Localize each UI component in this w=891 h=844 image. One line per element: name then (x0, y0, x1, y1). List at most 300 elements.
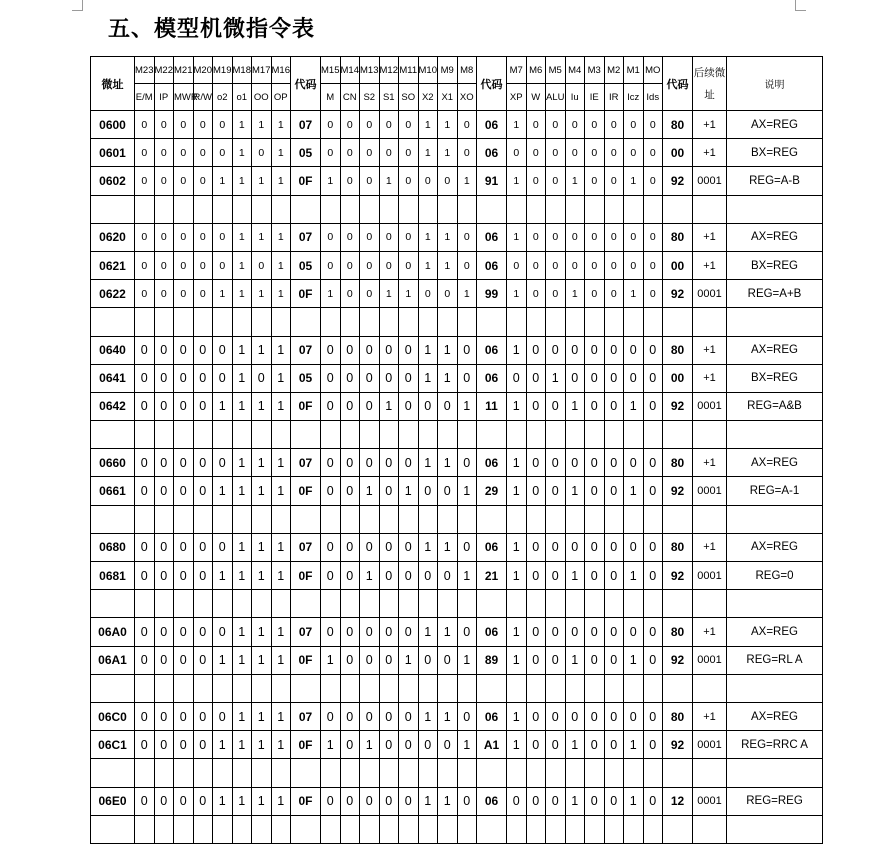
code-cell: 92 (663, 562, 693, 590)
bit-cell: 0 (457, 336, 477, 364)
bit-cell: 0 (360, 280, 380, 308)
code-cell: 80 (663, 618, 693, 646)
bit-cell: 0 (526, 702, 546, 730)
bit-cell: 0 (321, 562, 341, 590)
bit-cell: 1 (418, 139, 438, 167)
bit-cell: 1 (232, 477, 252, 505)
spacer-row (91, 815, 823, 843)
bit-cell: 1 (232, 449, 252, 477)
code-cell: 07 (291, 533, 321, 561)
bit-cell: 0 (321, 223, 341, 251)
bit-cell: 1 (232, 364, 252, 392)
bit-cell: 1 (232, 251, 252, 279)
bit-cell: 0 (193, 477, 213, 505)
bit-cell: 1 (252, 392, 272, 420)
description-cell: AX=REG (727, 533, 823, 561)
bit-cell: 1 (232, 731, 252, 759)
empty-cell (174, 308, 194, 336)
bit-cell: 0 (438, 477, 458, 505)
micro-address-cell: 0620 (91, 223, 135, 251)
bit-cell: 0 (399, 449, 419, 477)
description-cell: AX=REG (727, 111, 823, 139)
bit-cell: 0 (643, 139, 663, 167)
bit-cell: 1 (252, 787, 272, 815)
empty-cell (693, 759, 727, 787)
header-signal: XO (457, 84, 477, 111)
bit-cell: 0 (585, 364, 605, 392)
empty-cell (321, 421, 341, 449)
bit-cell: 0 (321, 111, 341, 139)
code-cell: 29 (477, 477, 507, 505)
bit-cell: 1 (507, 280, 527, 308)
bit-cell: 1 (565, 646, 585, 674)
empty-cell (727, 759, 823, 787)
empty-cell (340, 815, 360, 843)
empty-cell (663, 590, 693, 618)
empty-cell (438, 674, 458, 702)
table-row (91, 111, 823, 139)
bit-cell: 0 (193, 449, 213, 477)
bit-cell: 1 (232, 787, 252, 815)
bit-cell: 1 (232, 702, 252, 730)
code-cell: 05 (291, 251, 321, 279)
empty-cell (438, 590, 458, 618)
bit-cell: 0 (154, 251, 174, 279)
header-signal: X1 (438, 84, 458, 111)
next-address-cell: 0001 (693, 562, 727, 590)
bit-cell: 0 (213, 139, 233, 167)
next-address-cell: +1 (693, 702, 727, 730)
bit-cell: 1 (565, 731, 585, 759)
table-row (91, 787, 823, 815)
empty-cell (135, 590, 155, 618)
bit-cell: 0 (193, 392, 213, 420)
bit-cell: 1 (438, 336, 458, 364)
bit-cell: 0 (526, 167, 546, 195)
empty-cell (477, 421, 507, 449)
micro-address-cell: 0600 (91, 111, 135, 139)
empty-cell (526, 590, 546, 618)
bit-cell: 0 (507, 364, 527, 392)
bit-cell: 1 (321, 731, 341, 759)
header-bit: M18 (232, 57, 252, 84)
empty-cell (174, 759, 194, 787)
description-cell: BX=REG (727, 139, 823, 167)
empty-cell (507, 815, 527, 843)
empty-cell (727, 815, 823, 843)
bit-cell: 0 (546, 336, 566, 364)
bit-cell: 0 (457, 702, 477, 730)
code-cell: 06 (477, 139, 507, 167)
bit-cell: 0 (252, 139, 272, 167)
bit-cell: 0 (379, 533, 399, 561)
bit-cell: 0 (340, 111, 360, 139)
bit-cell: 0 (193, 702, 213, 730)
bit-cell: 0 (526, 477, 546, 505)
empty-cell (477, 759, 507, 787)
empty-cell (360, 195, 380, 223)
bit-cell: 0 (340, 223, 360, 251)
header-signal: S1 (379, 84, 399, 111)
bit-cell: 0 (193, 280, 213, 308)
bit-cell: 0 (457, 449, 477, 477)
empty-cell (418, 815, 438, 843)
bit-cell: 0 (379, 702, 399, 730)
empty-cell (507, 195, 527, 223)
description-cell: REG=REG (727, 787, 823, 815)
bit-cell: 0 (193, 223, 213, 251)
empty-cell (252, 505, 272, 533)
bit-cell: 1 (232, 223, 252, 251)
empty-cell (360, 674, 380, 702)
bit-cell: 0 (643, 251, 663, 279)
empty-cell (546, 815, 566, 843)
header-signal: XP (507, 84, 527, 111)
header-signal: IP (154, 84, 174, 111)
description-cell: REG=RL A (727, 646, 823, 674)
bit-cell: 0 (546, 167, 566, 195)
empty-cell (693, 505, 727, 533)
empty-cell (291, 195, 321, 223)
empty-cell (457, 815, 477, 843)
bit-cell: 1 (507, 392, 527, 420)
bit-cell: 0 (174, 336, 194, 364)
empty-cell (321, 505, 341, 533)
empty-cell (340, 505, 360, 533)
next-address-cell: +1 (693, 618, 727, 646)
bit-cell: 0 (379, 477, 399, 505)
bit-cell: 1 (271, 251, 291, 279)
header-bit: M10 (418, 57, 438, 84)
empty-cell (135, 759, 155, 787)
bit-cell: 0 (643, 533, 663, 561)
bit-cell: 1 (624, 731, 644, 759)
bit-cell: 1 (232, 618, 252, 646)
header-addr: 微址 (91, 57, 135, 111)
bit-cell: 0 (154, 618, 174, 646)
spacer-row (91, 195, 823, 223)
bit-cell: 0 (438, 646, 458, 674)
bit-cell: 0 (174, 364, 194, 392)
bit-cell: 0 (526, 533, 546, 561)
empty-cell (174, 590, 194, 618)
empty-cell (360, 505, 380, 533)
bit-cell: 0 (585, 139, 605, 167)
bit-cell: 1 (252, 223, 272, 251)
bit-cell: 0 (154, 336, 174, 364)
bit-cell: 1 (271, 167, 291, 195)
code-cell: 89 (477, 646, 507, 674)
empty-cell (321, 590, 341, 618)
bit-cell: 1 (271, 618, 291, 646)
header-bit: M14 (340, 57, 360, 84)
empty-cell (438, 505, 458, 533)
bit-cell: 1 (418, 223, 438, 251)
code-cell: A1 (477, 731, 507, 759)
bit-cell: 0 (321, 702, 341, 730)
header-bit: M23 (135, 57, 155, 84)
empty-cell (663, 421, 693, 449)
bit-cell: 0 (418, 646, 438, 674)
empty-cell (271, 308, 291, 336)
description-cell: BX=REG (727, 251, 823, 279)
header-signal: o1 (232, 84, 252, 111)
bit-cell: 0 (379, 562, 399, 590)
bit-cell: 1 (213, 731, 233, 759)
bit-cell: 0 (546, 646, 566, 674)
empty-cell (321, 815, 341, 843)
code-cell: 0F (291, 280, 321, 308)
bit-cell: 1 (379, 167, 399, 195)
bit-cell: 1 (271, 449, 291, 477)
description-cell: AX=REG (727, 618, 823, 646)
table-row (91, 139, 823, 167)
bit-cell: 0 (546, 731, 566, 759)
empty-cell (91, 195, 135, 223)
empty-cell (507, 505, 527, 533)
bit-cell: 1 (232, 139, 252, 167)
table-row (91, 336, 823, 364)
description-cell: BX=REG (727, 364, 823, 392)
empty-cell (457, 590, 477, 618)
header-code: 代码 (663, 57, 693, 111)
bit-cell: 0 (154, 223, 174, 251)
micro-address-cell: 06A1 (91, 646, 135, 674)
bit-cell: 1 (271, 280, 291, 308)
empty-cell (507, 308, 527, 336)
bit-cell: 0 (604, 336, 624, 364)
empty-cell (174, 195, 194, 223)
empty-cell (693, 308, 727, 336)
header-bit: M8 (457, 57, 477, 84)
empty-cell (232, 590, 252, 618)
empty-cell (693, 815, 727, 843)
next-address-cell: 0001 (693, 280, 727, 308)
table-body (91, 111, 823, 844)
bit-cell: 0 (457, 111, 477, 139)
bit-cell: 1 (213, 562, 233, 590)
empty-cell (379, 195, 399, 223)
micro-address-cell: 0680 (91, 533, 135, 561)
header-bit: M15 (321, 57, 341, 84)
empty-cell (418, 195, 438, 223)
bit-cell: 0 (643, 223, 663, 251)
bit-cell: 0 (379, 646, 399, 674)
bit-cell: 0 (379, 787, 399, 815)
empty-cell (604, 674, 624, 702)
empty-cell (340, 195, 360, 223)
empty-cell (340, 674, 360, 702)
bit-cell: 0 (418, 167, 438, 195)
code-cell: 07 (291, 449, 321, 477)
bit-cell: 0 (360, 167, 380, 195)
code-cell: 06 (477, 111, 507, 139)
code-cell: 80 (663, 336, 693, 364)
empty-cell (643, 505, 663, 533)
bit-cell: 1 (252, 111, 272, 139)
empty-cell (585, 505, 605, 533)
bit-cell: 0 (174, 731, 194, 759)
bit-cell: 1 (271, 731, 291, 759)
code-cell: 92 (663, 280, 693, 308)
empty-cell (340, 759, 360, 787)
empty-cell (271, 590, 291, 618)
bit-cell: 0 (399, 392, 419, 420)
bit-cell: 0 (135, 787, 155, 815)
bit-cell: 0 (546, 533, 566, 561)
code-cell: 0F (291, 167, 321, 195)
bit-cell: 0 (399, 111, 419, 139)
bit-cell: 0 (360, 787, 380, 815)
bit-cell: 0 (154, 477, 174, 505)
bit-cell: 0 (193, 533, 213, 561)
bit-cell: 0 (604, 392, 624, 420)
bit-cell: 1 (252, 731, 272, 759)
bit-cell: 1 (271, 364, 291, 392)
header-bit: M2 (604, 57, 624, 84)
code-cell: 80 (663, 702, 693, 730)
next-address-cell: 0001 (693, 167, 727, 195)
bit-cell: 0 (379, 139, 399, 167)
bit-cell: 0 (379, 364, 399, 392)
empty-cell (379, 759, 399, 787)
table-row (91, 702, 823, 730)
bit-cell: 0 (585, 646, 605, 674)
empty-cell (663, 815, 693, 843)
empty-cell (604, 308, 624, 336)
bit-cell: 1 (399, 646, 419, 674)
bit-cell: 0 (193, 251, 213, 279)
empty-cell (271, 674, 291, 702)
bit-cell: 1 (252, 449, 272, 477)
empty-cell (477, 590, 507, 618)
empty-cell (91, 421, 135, 449)
bit-cell: 0 (135, 223, 155, 251)
bit-cell: 0 (360, 646, 380, 674)
bit-cell: 1 (213, 646, 233, 674)
bit-cell: 0 (585, 392, 605, 420)
empty-cell (624, 308, 644, 336)
spacer-row (91, 590, 823, 618)
empty-cell (418, 674, 438, 702)
bit-cell: 0 (193, 111, 213, 139)
table-row (91, 167, 823, 195)
bit-cell: 1 (232, 646, 252, 674)
empty-cell (526, 195, 546, 223)
empty-cell (271, 815, 291, 843)
bit-cell: 1 (438, 702, 458, 730)
empty-cell (252, 815, 272, 843)
bit-cell: 0 (340, 167, 360, 195)
empty-cell (604, 195, 624, 223)
bit-cell: 0 (438, 731, 458, 759)
bit-cell: 0 (457, 787, 477, 815)
bit-cell: 0 (321, 364, 341, 392)
bit-cell: 0 (213, 336, 233, 364)
code-cell: 91 (477, 167, 507, 195)
empty-cell (565, 759, 585, 787)
bit-cell: 0 (526, 139, 546, 167)
empty-cell (643, 421, 663, 449)
bit-cell: 0 (624, 533, 644, 561)
code-cell: 07 (291, 336, 321, 364)
empty-cell (360, 815, 380, 843)
bit-cell: 0 (565, 533, 585, 561)
empty-cell (193, 421, 213, 449)
bit-cell: 0 (174, 533, 194, 561)
empty-cell (507, 759, 527, 787)
bit-cell: 0 (604, 618, 624, 646)
empty-cell (727, 590, 823, 618)
bit-cell: 0 (643, 702, 663, 730)
bit-cell: 0 (399, 223, 419, 251)
bit-cell: 0 (379, 251, 399, 279)
bit-cell: 0 (585, 280, 605, 308)
code-cell: 06 (477, 364, 507, 392)
table-row (91, 618, 823, 646)
spacer-row (91, 674, 823, 702)
bit-cell: 0 (340, 139, 360, 167)
empty-cell (232, 674, 252, 702)
bit-cell: 1 (565, 562, 585, 590)
bit-cell: 0 (438, 167, 458, 195)
header-signal: OP (271, 84, 291, 111)
header-bit: M9 (438, 57, 458, 84)
empty-cell (154, 505, 174, 533)
next-address-cell: +1 (693, 139, 727, 167)
bit-cell: 1 (271, 477, 291, 505)
empty-cell (604, 815, 624, 843)
bit-cell: 0 (643, 336, 663, 364)
bit-cell: 1 (457, 731, 477, 759)
empty-cell (193, 815, 213, 843)
empty-cell (546, 308, 566, 336)
bit-cell: 1 (252, 336, 272, 364)
empty-cell (232, 308, 252, 336)
table-row (91, 646, 823, 674)
bit-cell: 0 (174, 477, 194, 505)
bit-cell: 1 (565, 787, 585, 815)
empty-cell (624, 505, 644, 533)
bit-cell: 0 (457, 223, 477, 251)
bit-cell: 0 (213, 223, 233, 251)
code-cell: 06 (477, 449, 507, 477)
bit-cell: 0 (604, 449, 624, 477)
bit-cell: 0 (565, 251, 585, 279)
bit-cell: 0 (135, 533, 155, 561)
bit-cell: 0 (154, 111, 174, 139)
header-code: 代码 (291, 57, 321, 111)
bit-cell: 0 (585, 251, 605, 279)
empty-cell (213, 815, 233, 843)
bit-cell: 0 (135, 449, 155, 477)
bit-cell: 1 (232, 111, 252, 139)
bit-cell: 0 (360, 139, 380, 167)
code-cell: 92 (663, 392, 693, 420)
empty-cell (154, 308, 174, 336)
bit-cell: 1 (418, 618, 438, 646)
bit-cell: 0 (624, 449, 644, 477)
header-bit: M16 (271, 57, 291, 84)
empty-cell (340, 421, 360, 449)
bit-cell: 1 (507, 477, 527, 505)
header-signal: MWR (174, 84, 194, 111)
header-bit: M19 (213, 57, 233, 84)
table-row (91, 251, 823, 279)
empty-cell (232, 759, 252, 787)
empty-cell (193, 308, 213, 336)
micro-address-cell: 0601 (91, 139, 135, 167)
